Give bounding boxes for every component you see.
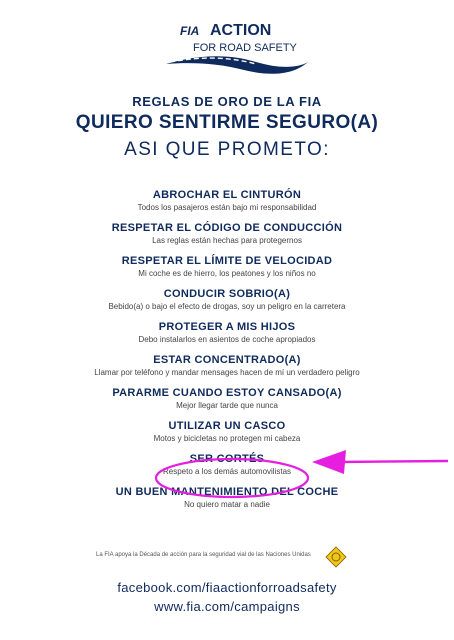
rule-title: CONDUCIR SOBRIO(A): [163, 288, 291, 300]
rule-item: [0, 321, 454, 354]
rule-description: No quiero matar a nadie: [184, 500, 270, 509]
rule-item-highlighted: [0, 453, 454, 486]
footer-note: La FIA apoya la Década de acción para la seguridad vial de las Naciones Unidas: [96, 552, 311, 558]
rule-title: SER CORTÉS: [189, 453, 265, 465]
rule-title: PARARME CUANDO ESTOY CANSADO(A): [112, 387, 342, 399]
logo-line2: FOR ROAD SAFETY: [193, 42, 297, 54]
rule-item: [0, 288, 454, 321]
rule-description: Bebido(a) o bajo el efecto de drogas, soy un peligro en la carretera: [108, 302, 346, 311]
road-safety-decade-badge-icon: [325, 546, 347, 568]
rule-title: RESPETAR EL CÓDIGO DE CONDUCCIÓN: [111, 222, 343, 234]
rule-description: Todos los pasajeros están bajo mi responsabilidad: [137, 203, 317, 212]
rule-item: [0, 189, 454, 222]
rule-item: [0, 387, 454, 420]
website-link[interactable]: www.fia.com/campaigns: [154, 599, 300, 614]
fia-action-for-road-safety-logo: [160, 10, 310, 80]
rule-title: PROTEGER A MIS HIJOS: [158, 321, 296, 333]
rule-description: Mi coche es de hierro, los peatones y los niños no: [138, 269, 316, 278]
rule-title: ABROCHAR EL CINTURÓN: [152, 189, 302, 201]
golden-rules-list: [0, 189, 454, 519]
rule-item: [0, 486, 454, 519]
rule-description: Debo instalarlos en asientos de coche apropiados: [138, 335, 316, 344]
rule-item: [0, 354, 454, 387]
rule-description: Respeto a los demás automovilistas: [162, 467, 292, 476]
rule-title: UTILIZAR UN CASCO: [168, 420, 286, 432]
rule-item: [0, 222, 454, 255]
rule-title: UN BUEN MANTENIMIENTO DEL COCHE: [115, 486, 339, 498]
logo-line1: ACTION: [210, 22, 272, 39]
heading-kicker: REGLAS DE ORO DE LA FIA: [132, 94, 322, 109]
rule-description: Mejor llegar tarde que nunca: [176, 401, 278, 410]
rule-description: Motos y bicicletas no protegen mi cabeza: [153, 434, 301, 443]
page-subtitle: ASI QUE PROMETO:: [124, 139, 330, 160]
rule-title: ESTAR CONCENTRADO(A): [153, 354, 301, 366]
rule-description: Las reglas están hechas para protegernos: [152, 236, 302, 245]
rule-title: RESPETAR EL LÍMITE DE VELOCIDAD: [121, 255, 333, 267]
rule-item: [0, 420, 454, 453]
rule-item: [0, 255, 454, 288]
logo-brand: FIA: [180, 24, 200, 38]
facebook-link[interactable]: facebook.com/fiaactionforroadsafety: [117, 580, 337, 595]
page-title: QUIERO SENTIRME SEGURO(A): [75, 112, 379, 133]
rule-description: Llamar por teléfono y mandar mensages hacen de mí un verdadero peligro: [94, 368, 360, 377]
